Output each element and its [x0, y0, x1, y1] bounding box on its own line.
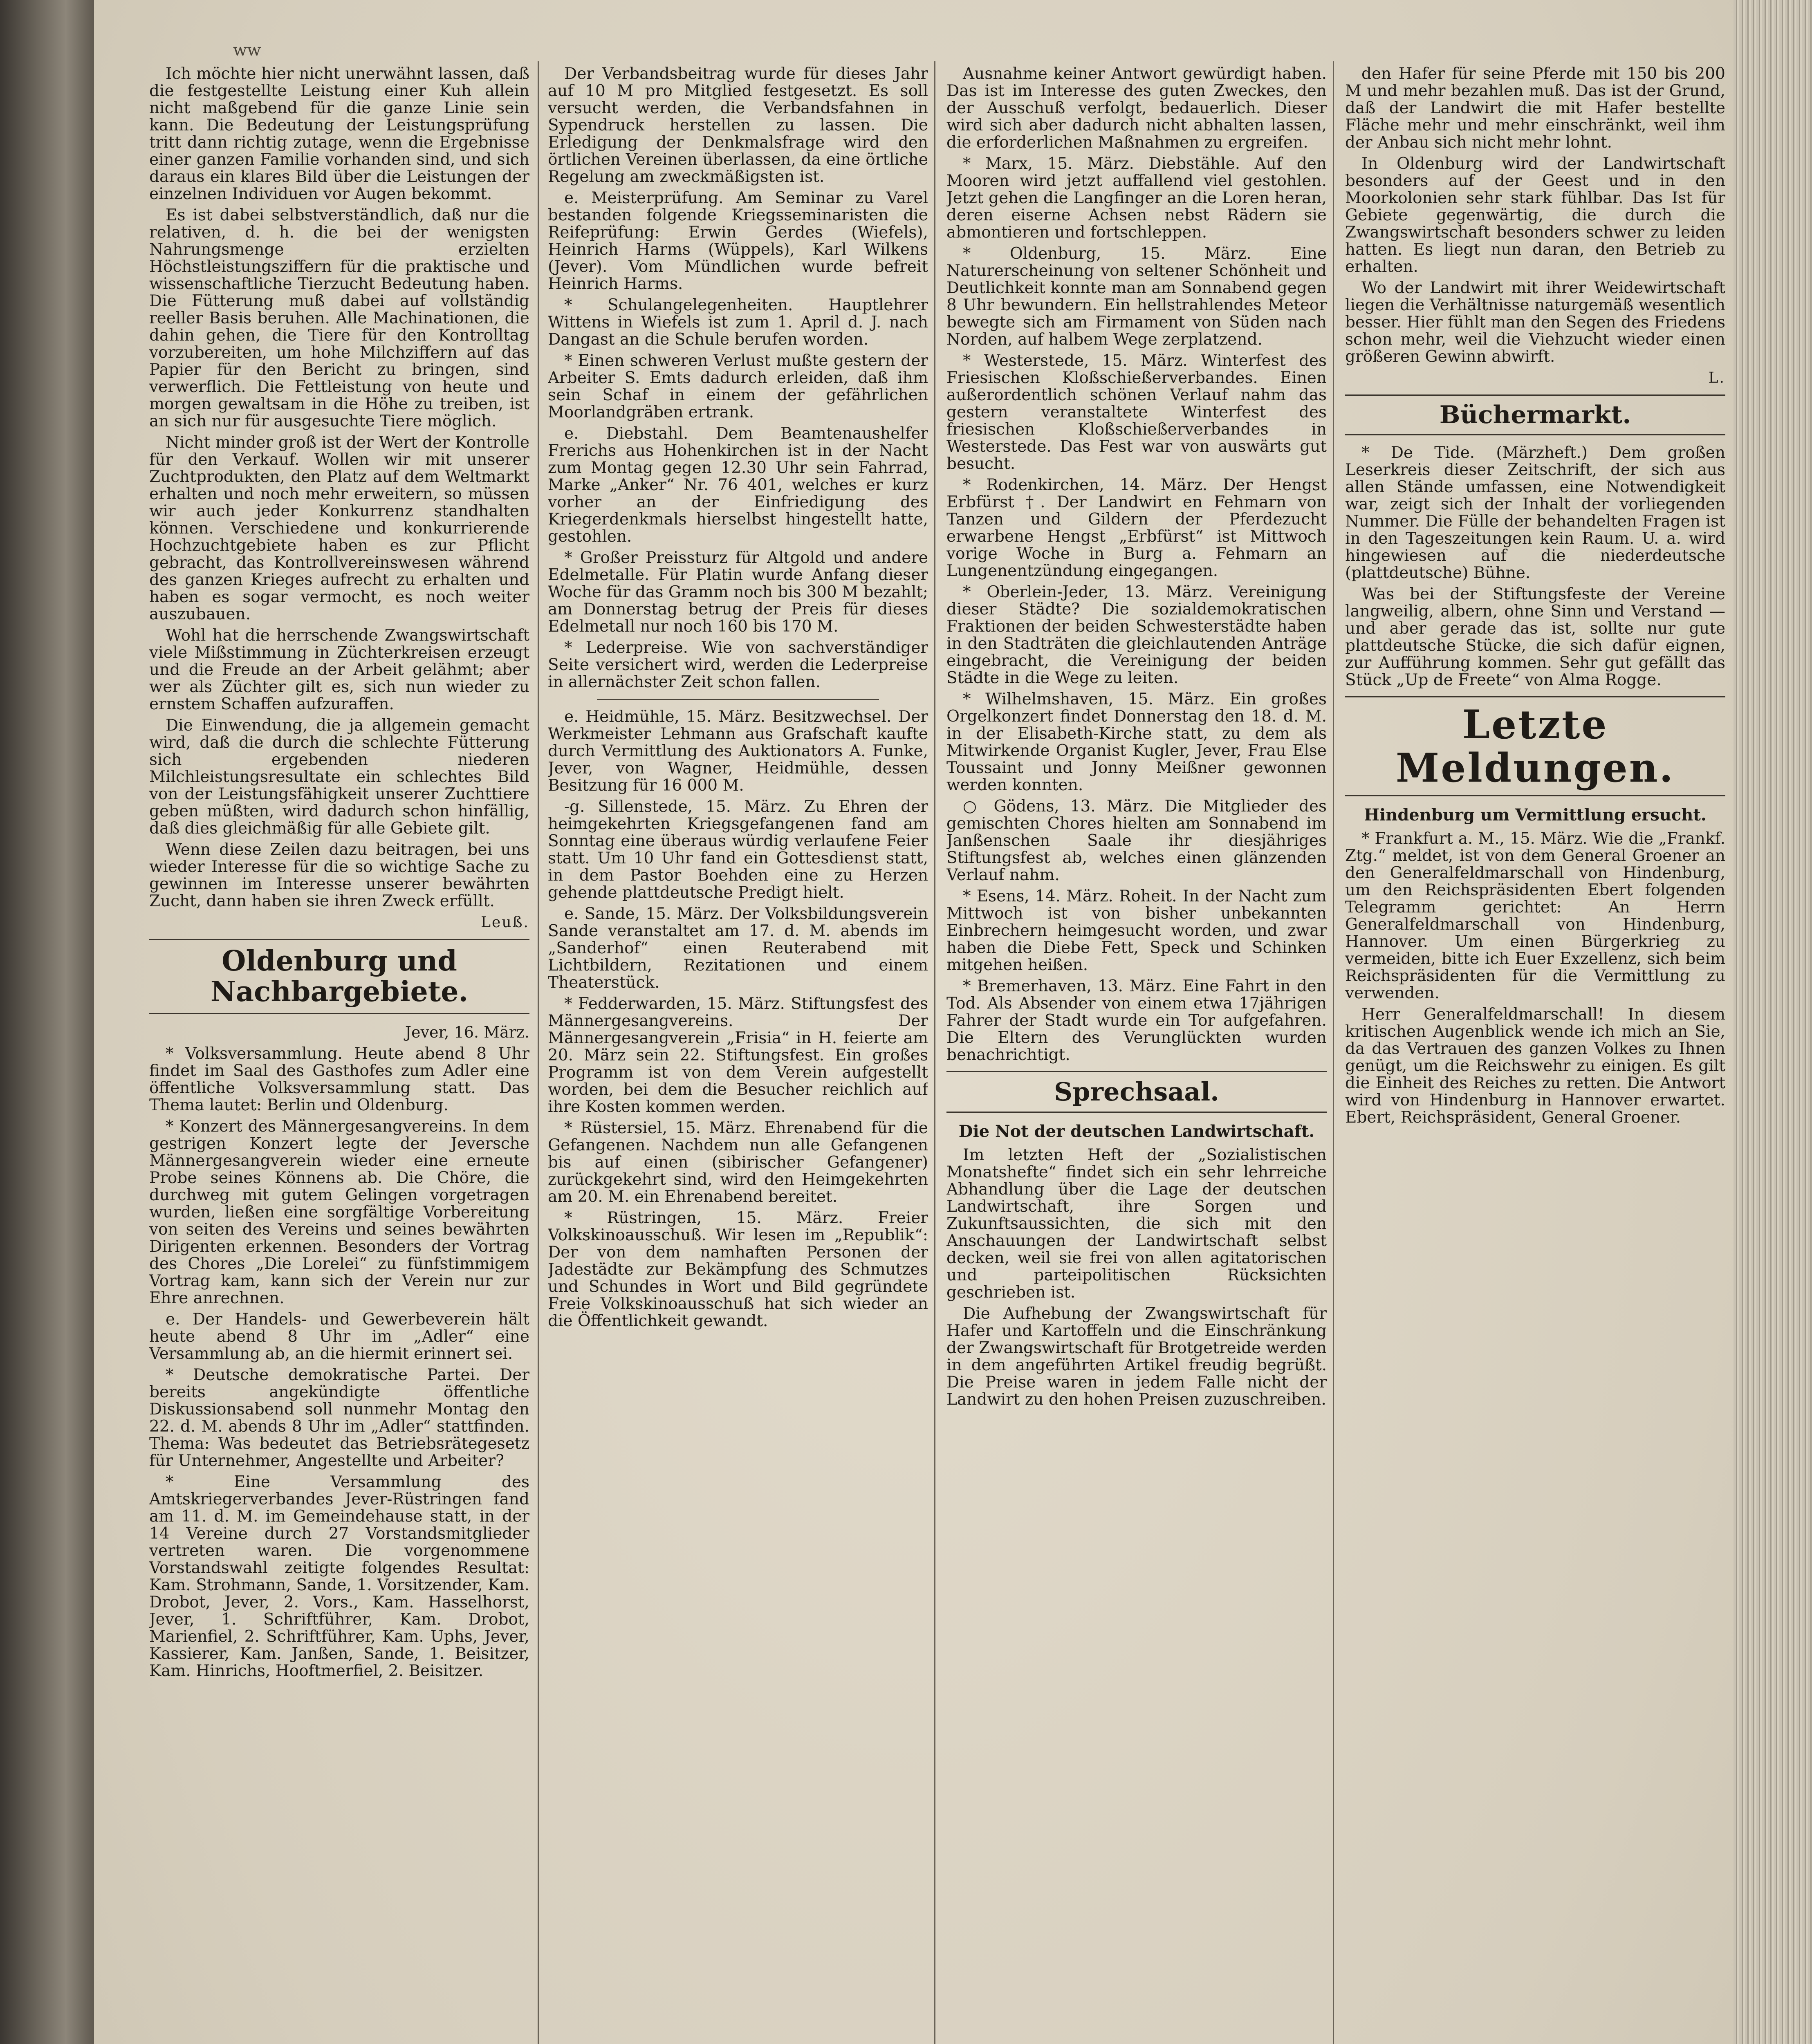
news-item: Herr Generalfeldmarschall! In diesem kritischen Augenblick wende ich mich an Sie, da das Vertrauen des ganzen Volkes zu Ihnen genügt, um die Reichswehr zu einigen. Es gilt die Einheit des Reiches zu retten. Die Antwort wird von Hindenburg in Hannover erwartet. Ebert, Reichspräsident, General Groener.	[1345, 1005, 1725, 1127]
divider	[597, 699, 879, 700]
article-paragraph: den Hafer für seine Pferde mit 150 bis 200 M und mehr bezahlen muß. Das ist der Grund, daß der Landwirt die mit Hafer bestellte Fläche mehr und mehr einschränkt, weil ihm der Anbau sich nicht mehr lohnt.	[1345, 65, 1725, 152]
news-item: * Frankfurt a. M., 15. März. Wie die „Frankf. Ztg.“ meldet, ist von dem General Groener an den Generalfeldmarschall von Hindenburg, um den Reichspräsidenten Ebert folgenden Telegramm gerichtet: An Herrn Generalfeldmarschall von Hindenburg, Hannover. Um einen Bürgerkrieg zu vermeiden, bitte ich Euer Exzellenz, sich beim Reichspräsidenten für die Vermittlung zu verwenden.	[1345, 829, 1725, 1003]
news-item: * Wilhelmshaven, 15. März. Ein großes Orgelkonzert findet Donnerstag den 18. d. M. in der Elisabeth-Kirche statt, zu dem als Mitwirkende Organist Kugler, Jever, Frau Else Toussaint und Jonny Meißner gewonnen werden konnten.	[946, 690, 1327, 794]
news-item: * Marx, 15. März. Diebstähle. Auf den Mooren wird jetzt auffallend viel gestohlen. Jetzt gehen die Langfinger an die Loren heran, deren eiserne Achsen nebst Rädern sie abmontieren und fortschleppen.	[946, 155, 1327, 242]
news-item: * Rüstringen, 15. März. Freier Volkskinoausschuß. Wir lesen im „Republik“: Der von dem namhaften Personen der Jadestädte zur Bekämpfung des Schmutzes und Schundes in Wort und Bild gegründete Freie Volkskinoausschuß hat sich wieder an die Öffentlichkeit gewandt.	[548, 1209, 928, 1330]
section-title-oldenburg: Oldenburg und Nachbargebiete.	[149, 939, 529, 1014]
news-item: * Oldenburg, 15. März. Eine Naturerscheinung von seltener Schönheit und Deutlichkeit konnte man am Sonnabend gegen 8 Uhr bewundern. Ein hellstrahlendes Meteor bewegte sich am Firmament von Süden nach Norden, auf halbem Wege zerplatzend.	[946, 244, 1327, 349]
news-item: * Rüstersiel, 15. März. Ehrenabend für die Gefangenen. Nachdem nun alle Gefangenen bis auf einen (sibirischer Gefangener) zurückgekehrt sind, wird den Heimgekehrten am 20. M. ein Ehrenabend bereitet.	[548, 1119, 928, 1206]
author-signature: Leuß.	[481, 914, 529, 931]
dateline: Jever, 16. März.	[405, 1023, 529, 1041]
column-rule	[538, 61, 539, 2044]
article-paragraph: In Oldenburg wird der Landwirtschaft besonders auf der Geest und in den Moorkolonien sehr stark fühlbar. Das Ist für Gebiete gegenwärtig, die durch die Zwangswirtschaft besonders schwer zu leiden hatten. Es liegt nun daran, den Betrieb zu erhalten.	[1345, 155, 1725, 276]
article-paragraph: Ich möchte hier nicht unerwähnt lassen, daß die festgestellte Leistung einer Kuh allein nicht maßgebend für die ganze Linie sein kann. Die Bedeutung der Leistungsprüfung tritt dann richtig zutage, wenn die Ergebnisse einer ganzen Familie vorhanden sind, und sich daraus ein klares Bild über die Leistungen der einzelnen Individuen vor Augen bekommt.	[149, 65, 529, 203]
article-subhead: Hindenburg um Vermittlung ersucht.	[1364, 805, 1707, 825]
column-2	[548, 65, 928, 2044]
article-paragraph: Die Aufhebung der Zwangswirtschaft für Hafer und Kartoffeln und die Einschränkung der Zwangswirtschaft für Brotgetreide werden in dem angeführten Artikel freudig begrüßt. Die Preise waren in jedem Falle nicht der Landwirt zu den hohen Preisen zuzuschreiben.	[946, 1304, 1327, 1409]
news-item: ○ Gödens, 13. März. Die Mitglieder des gemischten Chores hielten am Sonnabend im Janßenschen Saale ihr diesjähriges Stiftungsfest ab, welches einen glänzenden Verlauf nahm.	[946, 797, 1327, 884]
news-item: * Rodenkirchen, 14. März. Der Hengst Erbfürst †. Der Landwirt en Fehmarn von Tanzen und Gildern der Pferdezucht erwarbene Hengst „Erbfürst“ ist Mittwoch vorige Woche in Burg a. Fehmarn an Lungenentzündung eingegangen.	[946, 476, 1327, 580]
column-4	[1345, 65, 1725, 2044]
news-item: e. Diebstahl. Dem Beamtenaushelfer Frerichs aus Hohenkirchen ist in der Nacht zum Montag gegen 12.30 Uhr sein Fahrrad, Marke „Anker“ Nr. 76 401, welches er kurz vorher an der Einfriedigung des Kriegerdenkmals hierselbst hingestellt hatte, gestohlen.	[548, 424, 928, 546]
news-item: * Eine Versammlung des Amtskriegerverbandes Jever-Rüstringen fand am 11. d. M. im Gemeindehause statt, in der 14 Vereine durch 27 Vorstandsmitglieder vertreten waren. Die vorgenommene Vorstandswahl zeitigte folgendes Resultat: Kam. Strohmann, Sande, 1. Vorsitzender, Kam. Drobot, Jever, 2. Vors., Kam. Hasselhorst, Jever, 1. Schriftführer, Kam. Drobot, Marienfiel, 2. Schriftführer, Kam. Uphs, Jever, Kassierer, Kam. Janßen, Sande, 1. Beisitzer, Kam. Hinrichs, Hooftmerfiel, 2. Beisitzer.	[149, 1472, 529, 1680]
article-paragraph: Wenn diese Zeilen dazu beitragen, bei uns wieder Interesse für die so wichtige Sache zu gewinnen im Interesse unserer bewährten Zucht, dann haben sie ihren Zweck erfüllt.	[149, 840, 529, 910]
news-item: Ausnahme keiner Antwort gewürdigt haben. Das ist im Interesse des guten Zweckes, den der Ausschuß verfolgt, bedauerlich. Dieser wird sich aber dadurch nicht abhalten lassen, die erforderlichen Maßnahmen zu ergreifen.	[946, 65, 1327, 152]
news-item: * Esens, 14. März. Roheit. In der Nacht zum Mittwoch ist von bisher unbekannten Einbrechern heimgesucht worden, und zwar haben die Diebe Fett, Speck und Schinken mitgehen heißen.	[946, 887, 1327, 974]
news-item: e. Der Handels- und Gewerbeverein hält heute abend 8 Uhr im „Adler“ eine Versammlung ab, an die hiermit erinnert sei.	[149, 1310, 529, 1363]
news-item: * Konzert des Männergesangvereins. In dem gestrigen Konzert legte der Jeversche Männergesangverein wieder eine erneute Probe seines Könnens ab. Die Chöre, die durchweg mit gutem Gelingen vorgetragen wurden, ließen eine sorgfältige Vorbereitung von seiten des Vereins und seines bewährten Dirigenten erkennen. Besonders der Vortrag des Chores „Die Lorelei“ zu fünfstimmigem Vortrag kam, kann sich der Verein nur zur Ehre anrechnen.	[149, 1117, 529, 1307]
newspaper-page	[94, 0, 1734, 2044]
column-rule	[934, 61, 935, 2044]
page-edges	[1734, 0, 1812, 2044]
news-item: * Schulangelegenheiten. Hauptlehrer Wittens in Wiefels ist zum 1. April d. J. nach Dangast an die Schule berufen worden.	[548, 296, 928, 349]
news-item: * Bremerhaven, 13. März. Eine Fahrt in den Tod. Als Absender von einem etwa 17jährigen Fahrer der Stadt wurde ein Tor aufgefahren. Die Eltern des Verunglückten wurden benachrichtigt.	[946, 977, 1327, 1064]
author-signature: L.	[1708, 370, 1725, 386]
section-title-buechermarkt: Büchermarkt.	[1345, 394, 1725, 435]
news-item: e. Heidmühle, 15. März. Besitzwechsel. Der Werkmeister Lehmann aus Grafschaft kaufte durch Vermittlung des Auktionators A. Funke, Jever, von Wagner, Heidmühle, dessen Besitzung für 16 000 M.	[548, 708, 928, 795]
review-paragraph: * De Tide. (Märzheft.) Dem großen Leserkreis dieser Zeitschrift, der sich aus allen Stände umfassen, eine Notwendigkeit war, zeigt sich der Inhalt der vorliegenden Nummer. Die Fülle der behandelten Fragen ist in den Tageszeitungen kein Raum. U. a. wird hingewiesen auf die niederdeutsche (plattdeutsche) Bühne.	[1345, 444, 1725, 582]
article-paragraph: Die Einwendung, die ja allgemein gemacht wird, daß die durch die schlechte Fütterung sich ergebenden niederen Milchleistungsresultate ein schlechtes Bild von der Leistungsfähigkeit unserer Zuchttiere geben müßten, wird dadurch schon hinfällig, daß dies gleichmäßig für alle Gebiete gilt.	[149, 716, 529, 838]
news-item: * Deutsche demokratische Partei. Der bereits angekündigte öffentliche Diskussionsabend soll nunmehr Montag den 22. d. M. abends 8 Uhr im „Adler“ stattfinden. Thema: Was bedeutet das Betriebsrätegesetz für Unternehmer, Angestellte und Arbeiter?	[149, 1365, 529, 1470]
news-item: * Fedderwarden, 15. März. Stiftungsfest des Männergesangvereins. Der Männergesangverein „Frisia“ in H. feierte am 20. März sein 22. Stiftungsfest. Ein großes Programm ist von dem Verein aufgestellt worden, bei dem die Besucher reichlich auf ihre Kosten kommen werden.	[548, 995, 928, 1116]
news-item: -g. Sillenstede, 15. März. Zu Ehren der heimgekehrten Kriegsgefangenen fand am Sonntag eine überaus würdig verlaufene Feier statt. Um 10 Uhr fand ein Gottesdienst statt, in dem Pastor Boehden eine zu Herzen gehende plattdeutsche Predigt hielt.	[548, 798, 928, 902]
news-item: * Großer Preissturz für Altgold und andere Edelmetalle. Für Platin wurde Anfang dieser Woche für das Gramm noch bis 300 M bezahlt; am Donnerstag betrug der Preis für dieses Edelmetall nur noch 160 bis 170 M.	[548, 549, 928, 636]
news-item: * Westerstede, 15. März. Winterfest des Friesischen Kloßschießerverbandes. Einen außerordentlich schönen Verlauf nahm das gestern veranstaltete Winterfest des friesischen Kloßschießerverbandes in Westerstede. Das Fest war von auswärts gut besucht.	[946, 352, 1327, 473]
news-item: e. Meisterprüfung. Am Seminar zu Varel bestanden folgende Kriegsseminaristen die Reifeprüfung: Erwin Gerdes (Wiefels), Heinrich Harms (Wüppels), Karl Wilkens (Jever). Vom Mündlichen wurde befreit Heinrich Harms.	[548, 189, 928, 293]
column-rule	[1333, 61, 1334, 2044]
article-paragraph: Nicht minder groß ist der Wert der Kontrolle für den Verkauf. Wollen wir mit unserer Zuchtprodukten, den Platz auf dem Weltmarkt erhalten und noch mehr erweitern, so müssen wir auch jeder Konkurrenz standhalten können. Verschiedene und konkurrierende Hochzuchtgebiete haben es zur Pflicht gebracht, das Kontrollvereinswesen während des ganzen Krieges aufrecht zu erhalten und haben es sogar vermocht, es noch weiter auszubauen.	[149, 433, 529, 623]
column-3	[946, 65, 1327, 2044]
review-paragraph: Was bei der Stiftungsfeste der Vereine langweilig, albern, ohne Sinn und Verstand — und aber gerade das ist, sollte nur gute plattdeutsche Stücke, die sich dafür eignen, zur Aufführung kommen. Sehr gut gefällt das Stück „Up de Freete“ von Alma Rogge.	[1345, 585, 1725, 689]
page-number: ww	[233, 41, 261, 60]
article-paragraph: Im letzten Heft der „Sozialistischen Monatshefte“ findet sich ein sehr lehrreiche Abhandlung über die Lage der deutschen Landwirtschaft, ihre Sorgen und Zukunftsaussichten, die sich mit den Anschauungen der Landwirtschaft selbst decken, weil sie frei von allen agitatorischen und parteipolitischen Rücksichten geschrieben ist.	[946, 1146, 1327, 1302]
news-item: * Volksversammlung. Heute abend 8 Uhr findet im Saal des Gasthofes zum Adler eine öffentliche Volksversammlung statt. Das Thema lautet: Berlin und Oldenburg.	[149, 1044, 529, 1114]
section-title-sprechsaal: Sprechsaal.	[946, 1071, 1327, 1113]
news-item: Der Verbandsbeitrag wurde für dieses Jahr auf 10 M pro Mitglied festgesetzt. Es soll versucht werden, die Verbandsfahnen in Sypendruck herstellen zu lassen. Die Erledigung der Denkmalsfrage wird den örtlichen Vereinen überlassen, da eine örtliche Regelung am zweckmäßigsten ist.	[548, 65, 928, 186]
news-item: e. Sande, 15. März. Der Volksbildungsverein Sande veranstaltet am 17. d. M. abends im „Sanderhof“ einen Reuterabend mit Lichtbildern, Rezitationen und einem Theaterstück.	[548, 905, 928, 992]
article-paragraph: Wo der Landwirt mit ihrer Weidewirtschaft liegen die Verhältnisse naturgemäß wesentlich besser. Hier fühlt man den Segen des Friedens schon mehr, weil die Viehzucht wieder einen größeren Gewinn abwirft.	[1345, 279, 1725, 366]
article-paragraph: Wohl hat die herrschende Zwangswirtschaft viele Mißstimmung in Züchterkreisen erzeugt und die Freude an der Arbeit gelähmt; aber wer als Züchter gilt es, sich nun wieder zu ernstem Schaffen aufzuraffen.	[149, 626, 529, 713]
news-item: * Einen schweren Verlust mußte gestern der Arbeiter S. Emts dadurch erleiden, daß ihm sein Schaf in einem der gefährlichen Moorlandgräben ertrank.	[548, 352, 928, 421]
column-1	[149, 65, 529, 2044]
news-item: * Oberlein-Jeder, 13. März. Vereinigung dieser Städte? Die sozialdemokratischen Fraktionen der beiden Schwesterstädte haben in den Stadträten die gleichlautenden Anträge eingebracht, die Vereinigung der beiden Städte in die Wege zu leiten.	[946, 583, 1327, 687]
news-item: * Lederpreise. Wie von sachverständiger Seite versichert wird, werden die Lederpreise in allernächster Zeit schon fallen.	[548, 639, 928, 691]
book-binding	[0, 0, 94, 2044]
section-title-letzte-meldungen: Letzte Meldungen.	[1345, 696, 1725, 796]
article-paragraph: Es ist dabei selbstverständlich, daß nur die relativen, d. h. die bei der wenigsten Nahrungsmenge erzielten Höchstleistungsziffern für die praktische und wissenschaftliche Tierzucht Bedeutung haben. Die Fütterung muß dabei auf vollständig reeller Basis beruhen. Alle Machinationen, die dahin gehen, die Tiere für den Kontrolltag vorzubereiten, um hohe Milchziffern auf das Papier für den Bericht zu bringen, sind verwerflich. Die Fettleistung von heute und morgen gewaltsam in die Höhe zu treiben, ist an sich nur für ausgesuchte Tiere möglich.	[149, 206, 529, 430]
article-subhead: Die Not der deutschen Landwirtschaft.	[958, 1122, 1315, 1141]
